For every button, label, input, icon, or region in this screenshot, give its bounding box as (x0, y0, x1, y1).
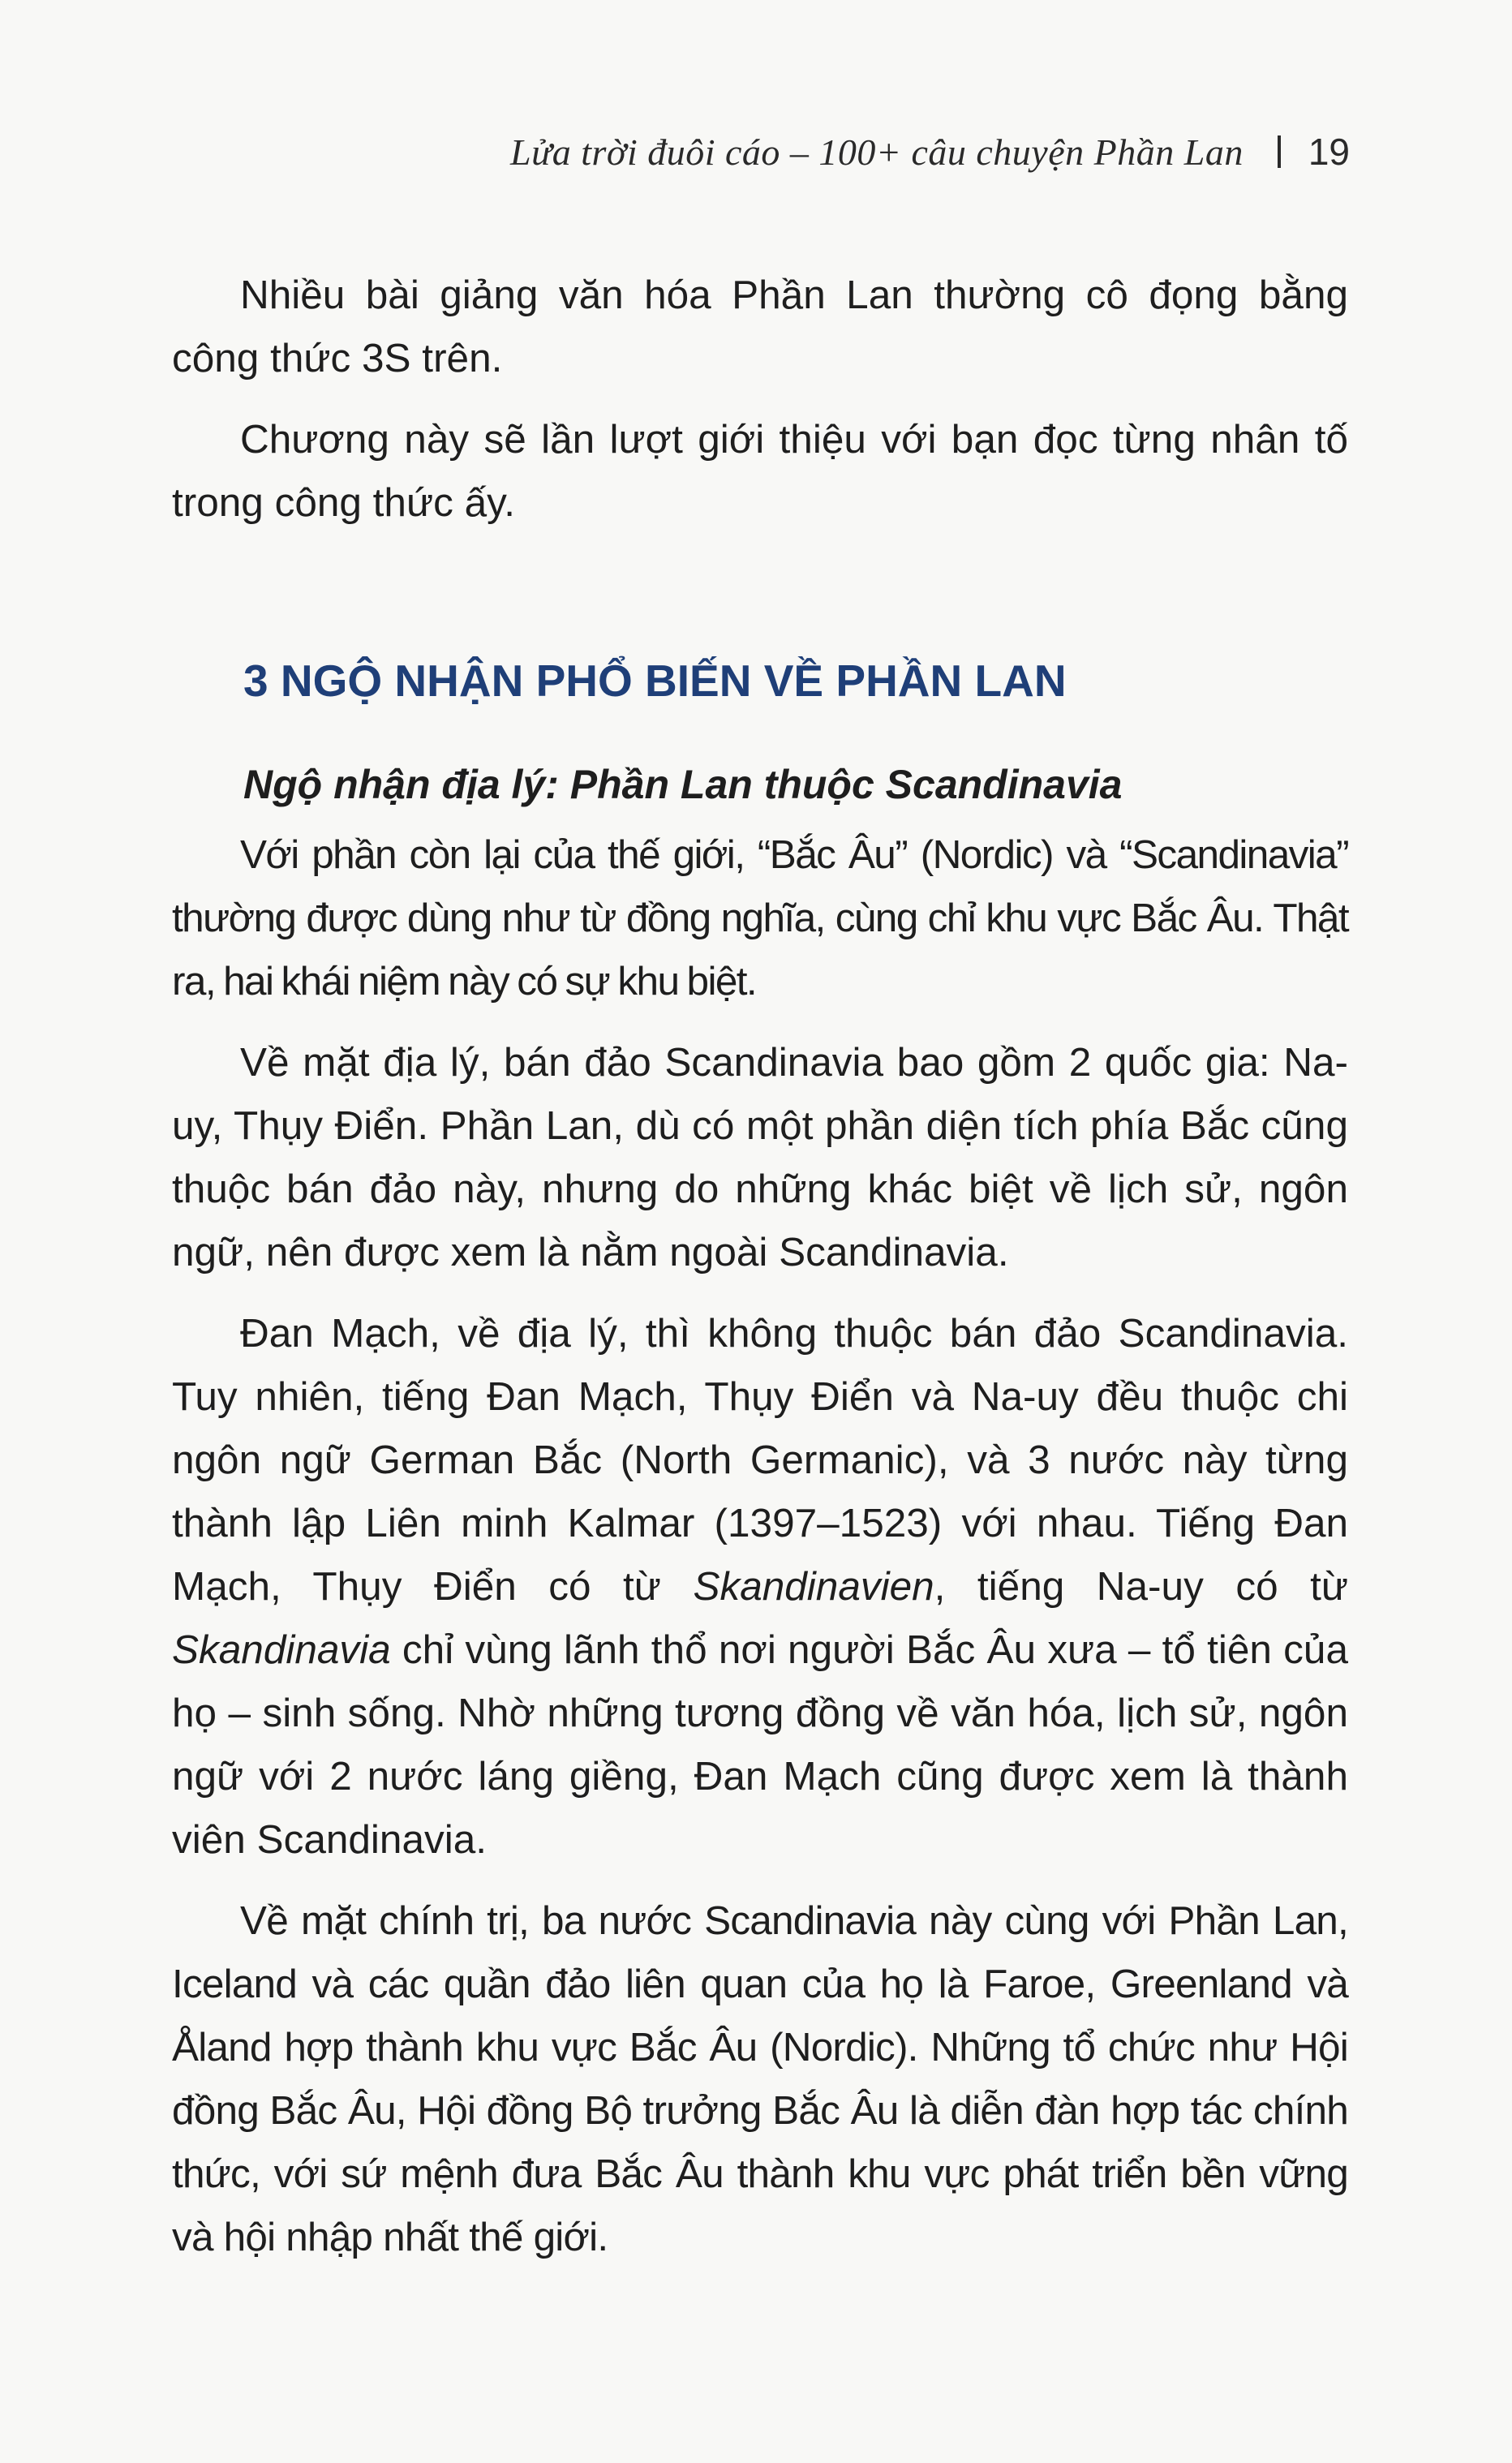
running-header-title: Lửa trời đuôi cáo – 100+ câu chuyện Phần Lan (510, 131, 1244, 173)
term-skandinavien: Skandinavien (693, 1564, 934, 1609)
term-skandinavia: Skandinavia (172, 1627, 391, 1672)
body-paragraph-3-part-a: Đan Mạch, về địa lý, thì không thuộc bán đảo Scandinavia. Tuy nhiên, tiếng Đan Mạch, Thụy Điển và Na-uy đều thuộc chi ngôn ngữ German Bắc (North Germanic), và 3 nước này từng thành lập Liên minh Kalmar (1397–1523) với nhau. Tiếng Đan Mạch, Thụy Điển có từ (172, 1311, 1348, 1609)
running-header (510, 130, 1350, 174)
body-paragraph-1: Với phần còn lại của thế giới, “Bắc Âu” (Nordic) và “Scandinavia” thường được dùng như từ đồng nghĩa, cùng chỉ khu vực Bắc Âu. Thật ra, hai khái niệm này có sự khu biệt. (172, 832, 1348, 1004)
body-paragraph-4: Về mặt chính trị, ba nước Scandinavia này cùng với Phần Lan, Iceland và các quần đảo liên quan của họ là Faroe, Greenland và Åland hợp thành khu vực Bắc Âu (Nordic). Những tổ chức như Hội đồng Bắc Âu, Hội đồng Bộ trưởng Bắc Âu là diễn đàn hợp tác chính thức, với sứ mệnh đưa Bắc Âu thành khu vực phát triển bền vững và hội nhập nhất thế giới. (172, 1898, 1348, 2259)
body-paragraph-2: Về mặt địa lý, bán đảo Scandinavia bao gồm 2 quốc gia: Na-uy, Thụy Điển. Phần Lan, dù có một phần diện tích phía Bắc cũng thuộc bán đảo này, nhưng do những khác biệt về lịch sử, ngôn ngữ, nên được xem là nằm ngoài Scandinavia. (172, 1040, 1348, 1274)
body-paragraph-3-part-c: chỉ vùng lãnh thổ nơi người Bắc Âu xưa – tổ tiên của họ – sinh sống. Nhờ những tương đồng về văn hóa, lịch sử, ngôn ngữ với 2 nước láng giềng, Đan Mạch cũng được xem là thành viên Scandinavia. (172, 1627, 1348, 1862)
subheading: Ngộ nhận địa lý: Phần Lan thuộc Scandinavia (243, 762, 1123, 807)
body-paragraph-3-part-b: , tiếng Na-uy có từ (934, 1564, 1348, 1609)
page-content (172, 264, 1348, 2269)
page-number: 19 (1308, 131, 1350, 173)
intro-paragraph-2: Chương này sẽ lần lượt giới thiệu với bạn đọc từng nhân tố trong công thức ấy. (172, 417, 1348, 525)
section-title: 3 NGỘ NHẬN PHỔ BIẾN VỀ PHẦN LAN (243, 656, 1067, 706)
intro-paragraph-1: Nhiều bài giảng văn hóa Phần Lan thường cô đọng bằng công thức 3S trên. (172, 273, 1348, 380)
body-paragraph-3 (172, 1302, 1348, 1872)
header-divider (1278, 135, 1281, 168)
